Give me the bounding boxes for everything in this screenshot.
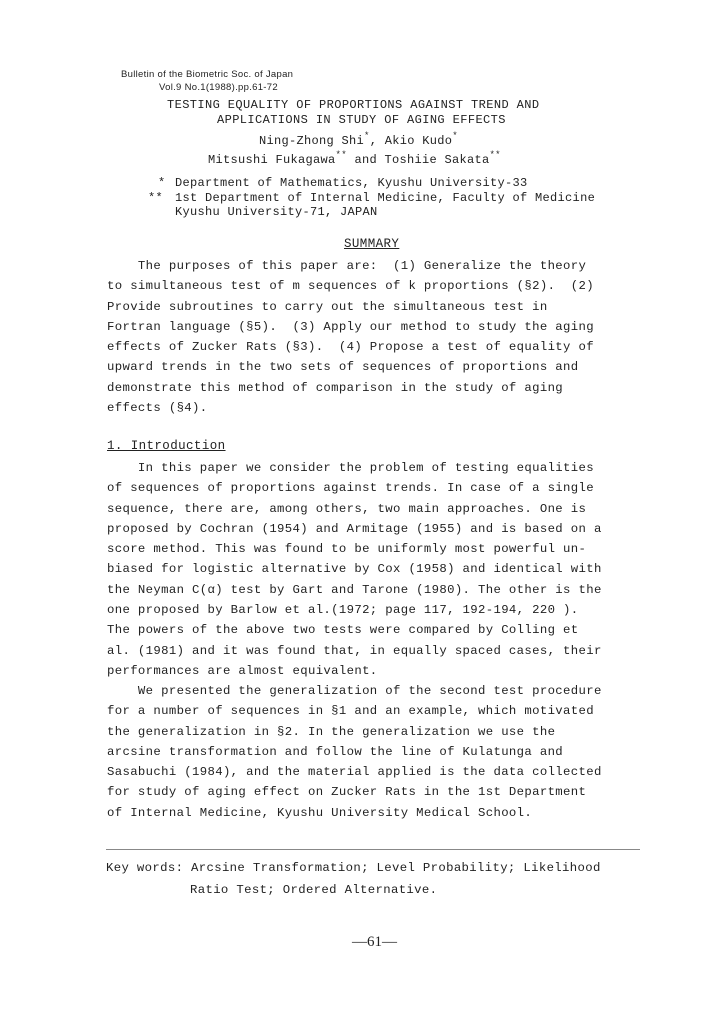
footnote-rule [106, 849, 640, 850]
affiliation-mark: * [452, 131, 458, 141]
affiliation-mark: ** [335, 150, 347, 160]
affiliation-1: Department of Mathematics, Kyushu University-33 [175, 176, 528, 190]
affiliation-mark: ** [489, 150, 501, 160]
text-line: to simultaneous test of m sequences of k proportions (§2). (2) [107, 279, 594, 294]
text-line: the generalization in §2. In the generalization we use the [107, 724, 556, 739]
journal-volume: Vol.9 No.1(1988).pp.61-72 [159, 82, 278, 93]
author-name: , Akio Kudo [369, 134, 453, 148]
author-name: Mitsushi Fukagawa [208, 153, 336, 167]
text-line: biased for logistic alternative by Cox (1958) and identical with [107, 562, 602, 577]
text-line: for a number of sequences in §1 and an example, which motivated [107, 704, 594, 719]
text-line: The purposes of this paper are: (1) Generalize the theory [107, 259, 587, 273]
keywords-line-1: Key words: Arcsine Transformation; Level Probability; Likelihood [106, 861, 601, 875]
text-line: Provide subroutines to carry out the simultaneous test in [107, 299, 548, 314]
text-line: of Internal Medicine, Kyushu University Medical School. [107, 805, 533, 820]
affiliation-mark-1: * [158, 176, 166, 190]
affiliation-mark-2: ** [148, 191, 164, 205]
introduction-paragraph-1 [107, 458, 602, 681]
author-name: and Toshiie Sakata [346, 153, 490, 167]
affiliation-2-cont: Kyushu University-71, JAPAN [175, 205, 378, 219]
text-line: The powers of the above two tests were compared by Colling et [107, 623, 579, 638]
introduction-heading: 1. Introduction [107, 439, 226, 453]
text-line: al. (1981) and it was found that, in equally spaced cases, their [107, 643, 602, 658]
text-line: for study of aging effect on Zucker Rats in the 1st Department [107, 785, 587, 800]
affiliation-mark: * [364, 131, 370, 141]
text-line: demonstrate this method of comparison in the study of aging [107, 380, 564, 395]
text-line: one proposed by Barlow et al.(1972; page 117, 192-194, 220 ). [107, 603, 579, 618]
affiliation-2: 1st Department of Internal Medicine, Faculty of Medicine [175, 191, 596, 205]
text-line: sequence, there are, among others, two main approaches. One is [107, 501, 587, 516]
text-line: of sequences of proportions against trends. In case of a single [107, 481, 594, 496]
text-line: Fortran language (§5). (3) Apply our method to study the aging [107, 319, 594, 334]
journal-citation: Bulletin of the Biometric Soc. of Japan [121, 69, 294, 80]
paper-title-line-2: APPLICATIONS IN STUDY OF AGING EFFECTS [217, 113, 506, 127]
authors-line-2 [208, 150, 501, 167]
summary-heading: SUMMARY [344, 237, 400, 251]
text-line: In this paper we consider the problem of testing equalities [107, 461, 594, 475]
keywords-line-2: Ratio Test; Ordered Alternative. [190, 883, 438, 897]
introduction-paragraph-2 [107, 681, 602, 823]
text-line: Sasabuchi (1984), and the material applied is the data collected [107, 765, 602, 780]
text-line: effects (§4). [107, 401, 208, 416]
text-line: proposed by Cochran (1954) and Armitage (1955) and is based on a [107, 521, 602, 536]
paper-title-line-1: TESTING EQUALITY OF PROPORTIONS AGAINST TREND AND [167, 98, 540, 112]
authors-line-1 [259, 131, 458, 148]
summary-paragraph [107, 256, 594, 418]
author-name: Ning-Zhong Shi [259, 134, 365, 148]
text-line: effects of Zucker Rats (§3). (4) Propose a test of equality of [107, 340, 594, 355]
text-line: upward trends in the two sets of sequences of proportions and [107, 360, 579, 375]
text-line: We presented the generalization of the second test procedure [107, 684, 602, 698]
text-line: performances are almost equivalent. [107, 663, 378, 678]
text-line: arcsine transformation and follow the line of Kulatunga and [107, 744, 564, 759]
text-line: score method. This was found to be uniformly most powerful un- [107, 542, 587, 557]
text-line: the Neyman C(α) test by Gart and Tarone (1980). The other is the [107, 582, 602, 597]
page-number: —61— [352, 934, 397, 950]
